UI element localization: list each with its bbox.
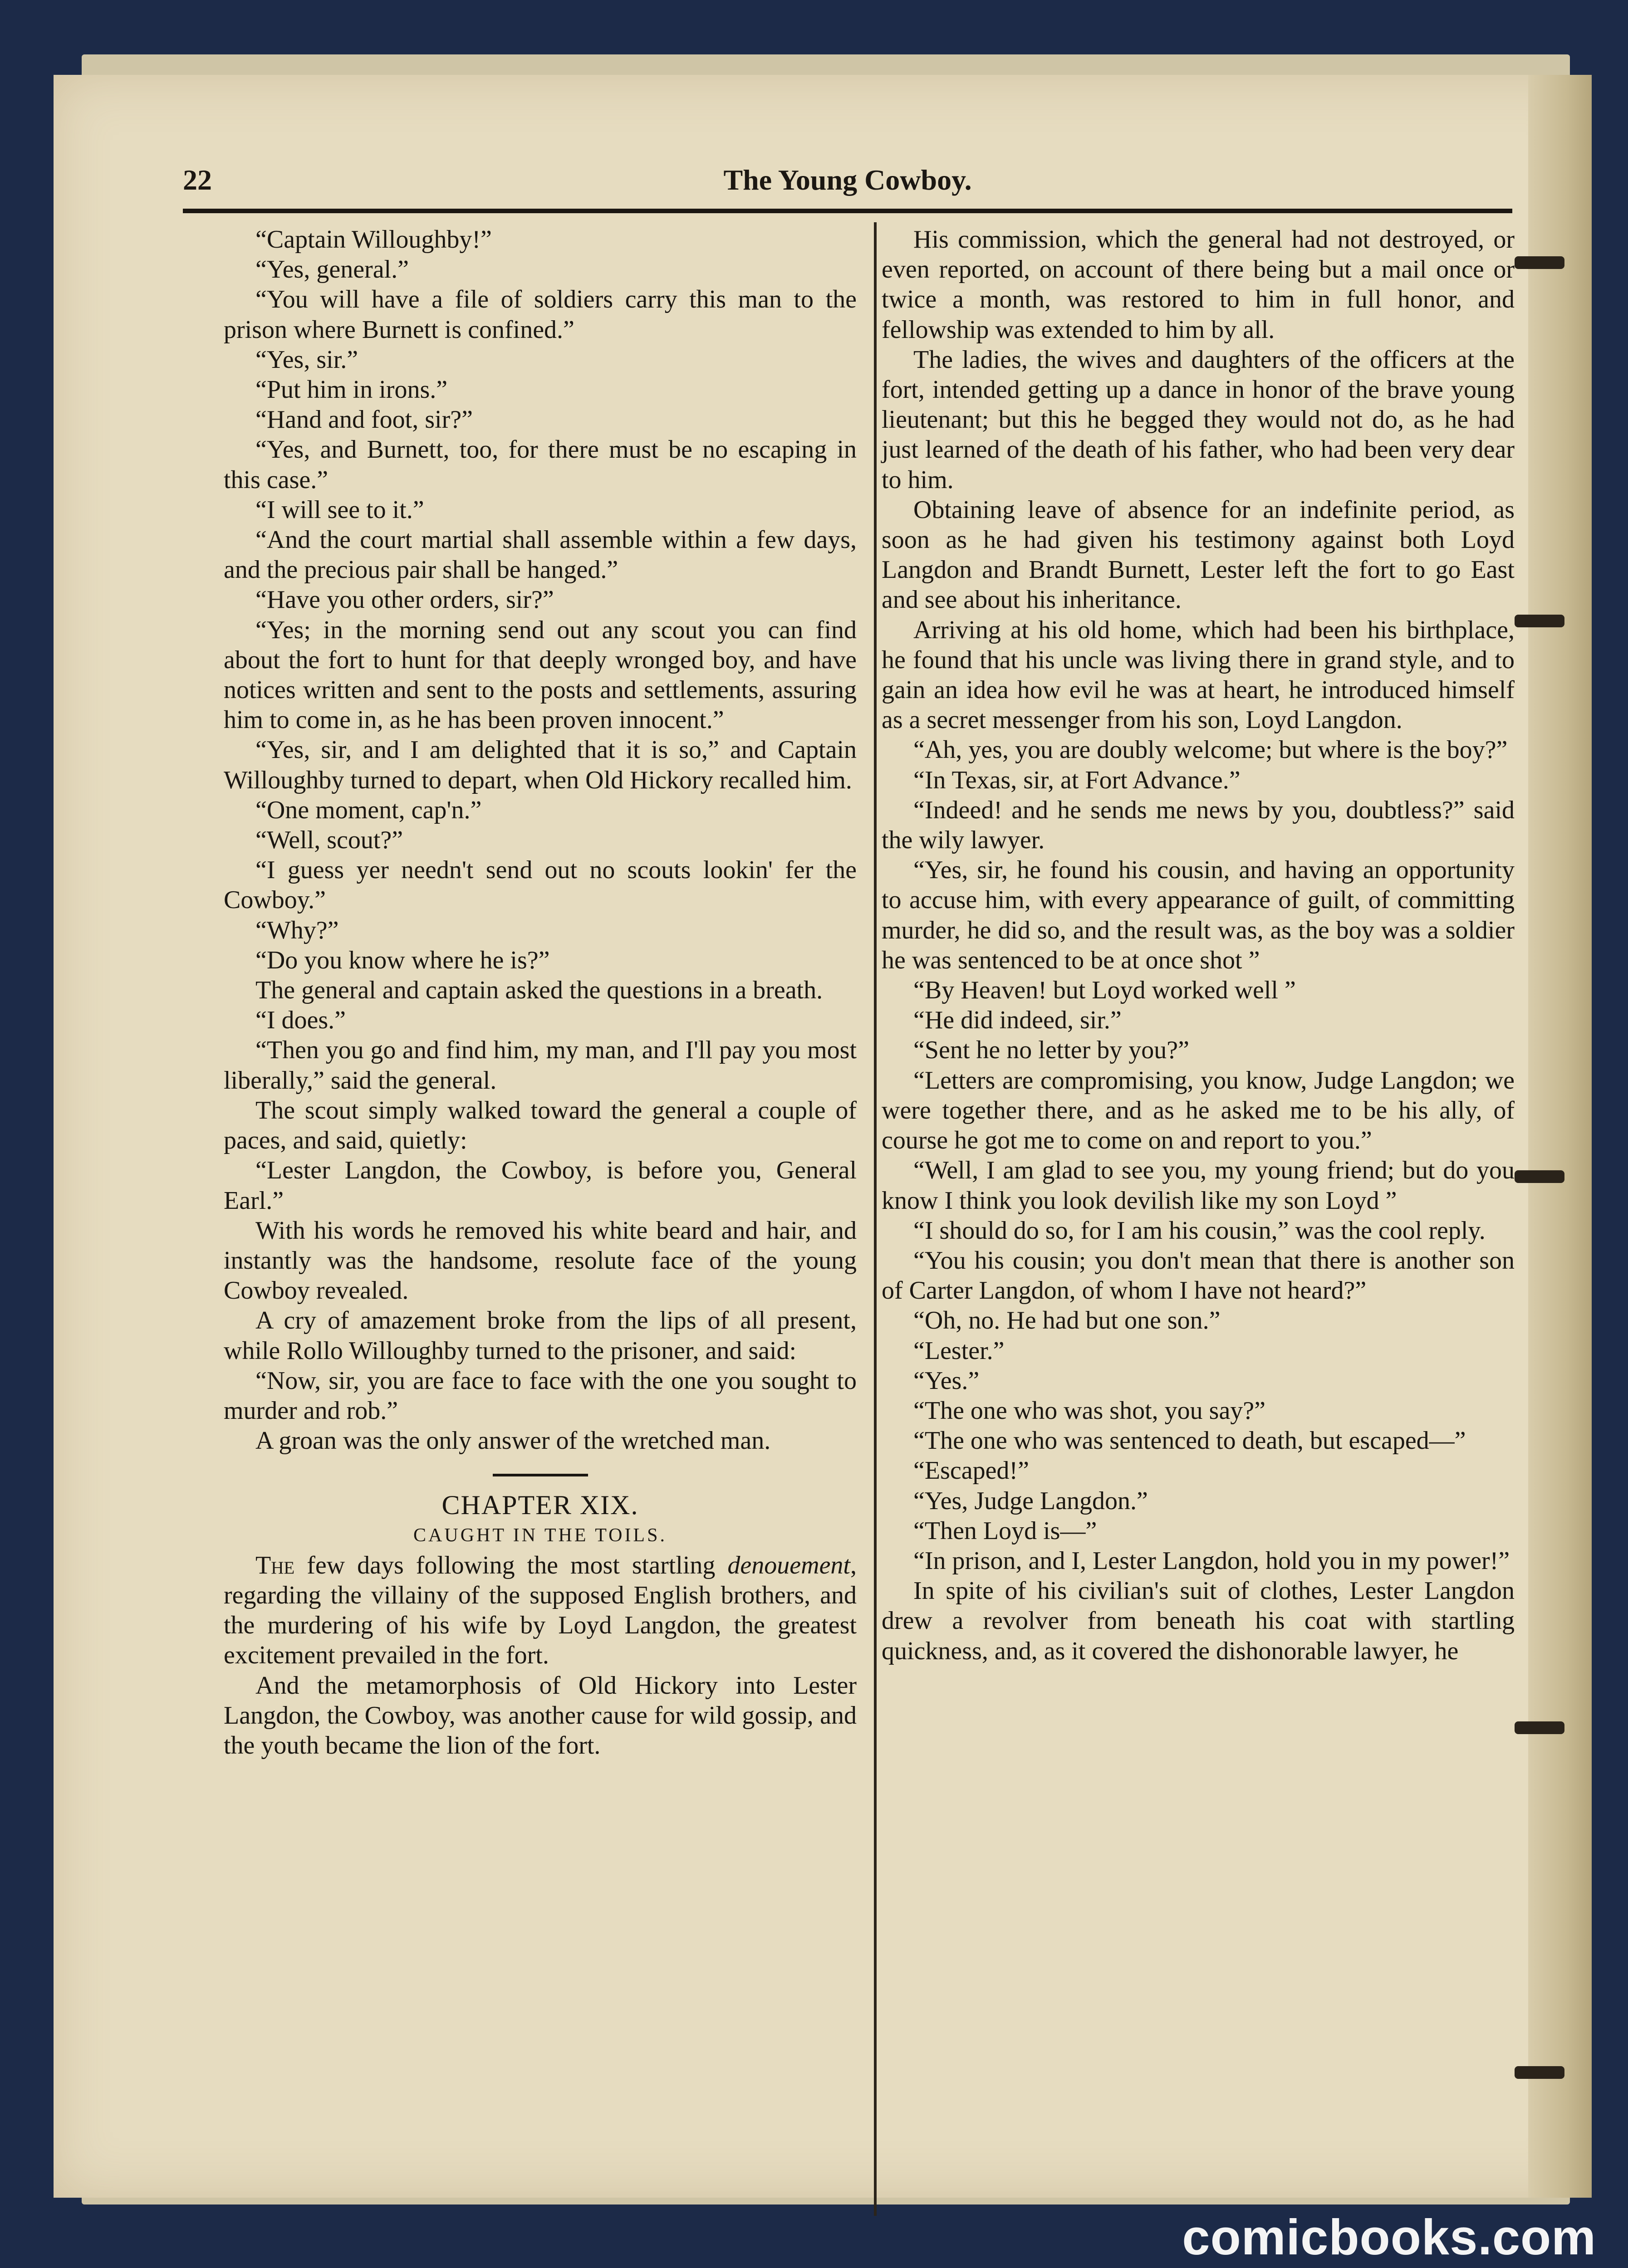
chapter-opening-tail: , regarding the villainy of the supposed English brothers, and the murdering of his wife by Loyd Langdon, the greatest excitement prevailed in the fort. xyxy=(224,1551,857,1670)
binding-stitch xyxy=(1515,1170,1564,1183)
paragraph: “I should do so, for I am his cousin,” was the cool reply. xyxy=(913,1216,1486,1245)
page-number: 22 xyxy=(183,164,212,196)
paragraph: “The one who was shot, you say?” xyxy=(913,1396,1266,1425)
paragraph: “Yes.” xyxy=(913,1366,980,1395)
book-page xyxy=(54,75,1592,2198)
paragraph: Obtaining leave of absence for an indefinite period, as soon as he had given his testimony against both Loyd Langdon and Brandt Burnett, Lester left the fort to go East and see about his inheritance. xyxy=(882,495,1515,614)
paragraph: A groan was the only answer of the wretched man. xyxy=(255,1427,771,1455)
watermark: comicbooks.com xyxy=(1182,2209,1596,2265)
paragraph: “Put him in irons.” xyxy=(255,376,448,404)
paragraph: A cry of amazement broke from the lips of all present, while Rollo Willoughby turned to the prisoner, and said: xyxy=(224,1306,857,1365)
binding-stitch xyxy=(1515,615,1564,627)
paragraph: “Lester.” xyxy=(913,1336,1005,1365)
paragraph: “Captain Willoughby!” xyxy=(255,225,492,254)
paragraph: “Well, scout?” xyxy=(255,826,403,855)
chapter-title: CHAPTER XIX. xyxy=(441,1490,639,1520)
paragraph: And the metamorphosis of Old Hickory into Lester Langdon, the Cowboy, was another cause for wild gossip, and the youth became the lion of the fort. xyxy=(224,1671,857,1760)
paragraph: “In Texas, sir, at Fort Advance.” xyxy=(913,766,1241,794)
paragraph: “Yes, Judge Langdon.” xyxy=(913,1486,1148,1515)
paragraph: “Hand and foot, sir?” xyxy=(255,406,473,434)
paragraph: “Ah, yes, you are doubly welcome; but where is the boy?” xyxy=(913,736,1508,764)
paragraph: “Indeed! and he sends me news by you, doubtless?” said the wily lawyer. xyxy=(882,796,1515,855)
header-rule xyxy=(183,209,1512,213)
chapter-opening-text: few days following the most startling xyxy=(294,1551,728,1579)
binding-stitch xyxy=(1515,2066,1564,2079)
paragraph: “Do you know where he is?” xyxy=(255,946,550,974)
paragraph: “One moment, cap'n.” xyxy=(255,796,482,824)
page-header xyxy=(183,163,1512,200)
paragraph: “Then Loyd is—” xyxy=(913,1516,1097,1545)
paragraph: “And the court martial shall assemble within a few days, and the precious pair shall be hanged.” xyxy=(224,526,857,584)
right-column xyxy=(882,225,1515,1666)
binding-stitch xyxy=(1515,1721,1564,1734)
paragraph: “Lester Langdon, the Cowboy, is before you, General Earl.” xyxy=(224,1156,857,1215)
paragraph: “Yes; in the morning send out any scout you can find about the fort to hunt for that deeply wronged boy, and have notices written and sent to the posts and settlements, assuring him to come in, as he has been proven innocent.” xyxy=(224,616,857,734)
paragraph: “He did indeed, sir.” xyxy=(913,1006,1122,1035)
paragraph: “Well, I am glad to see you, my young friend; but do you know I think you look devilish like my son Loyd ” xyxy=(882,1156,1515,1215)
paragraph: His commission, which the general had not destroyed, or even reported, on account of there being but a mail once or twice a month, was restored to him in full honor, and fellowship was extended to him by all. xyxy=(882,225,1515,344)
chapter-opening-word: The xyxy=(255,1551,295,1579)
paragraph: “Yes, sir, and I am delighted that it is so,” and Captain Willoughby turned to depart, when Old Hickory recalled him. xyxy=(224,736,857,794)
paragraph: “Letters are compromising, you know, Judge Langdon; we were together there, and as he asked me to be his ally, of course he got me to come on and report to you.” xyxy=(882,1066,1515,1155)
paragraph: “I does.” xyxy=(255,1006,346,1035)
paragraph: The ladies, the wives and daughters of the officers at the fort, intended getting up a dance in honor of the brave young lieutenant; but this he begged they would not do, as he had just learned of the death of his father, who had been very dear to him. xyxy=(882,345,1515,494)
paragraph: “Sent he no letter by you?” xyxy=(913,1036,1190,1065)
paragraph: “Yes, sir.” xyxy=(255,345,358,374)
paragraph: With his words he removed his white beard and hair, and instantly was the handsome, resolute face of the young Cowboy revealed. xyxy=(224,1216,857,1305)
paragraph: The scout simply walked toward the general a couple of paces, and said, quietly: xyxy=(224,1096,857,1155)
paragraph: “Have you other orders, sir?” xyxy=(255,586,554,614)
book-binding xyxy=(1528,75,1592,2198)
chapter-rule xyxy=(493,1474,588,1476)
paragraph: In spite of his civilian's suit of clothes, Lester Langdon drew a revolver from beneath his coat with startling quickness, and, as it covered the dishonorable lawyer, he xyxy=(882,1577,1515,1665)
running-title: The Young Cowboy. xyxy=(723,164,972,196)
paragraph: The general and captain asked the questions in a breath. xyxy=(255,976,823,1005)
chapter-opening-paragraph xyxy=(224,1550,857,1671)
paragraph: “Then you go and find him, my man, and I'll pay you most liberally,” said the general. xyxy=(224,1036,857,1095)
left-paragraphs-after xyxy=(224,1671,857,1761)
paragraph: “Escaped!” xyxy=(913,1457,1029,1485)
paragraph: “Now, sir, you are face to face with the one you sought to murder and rob.” xyxy=(224,1366,857,1425)
paragraph: “Yes, sir, he found his cousin, and having an opportunity to accuse him, with every appearance of guilt, of committing murder, he did so, and the result was, as the boy was a soldier he was sentenced to be at once shot ” xyxy=(882,856,1515,974)
left-paragraphs-before xyxy=(224,225,857,1456)
paragraph: “Yes, and Burnett, too, for there must be no escaping in this case.” xyxy=(224,435,857,494)
paragraph: “You will have a file of soldiers carry this man to the prison where Burnett is confined.” xyxy=(224,285,857,344)
paragraph: Arriving at his old home, which had been his birthplace, he found that his uncle was living there in grand style, and to gain an idea how evil he was at heart, he introduced himself as a secret messenger from his son, Loyd Langdon. xyxy=(882,616,1515,734)
paragraph: “I will see to it.” xyxy=(255,495,424,524)
paragraph: “I guess yer needn't send out no scouts lookin' fer the Cowboy.” xyxy=(224,856,857,914)
column-divider xyxy=(874,222,877,2216)
left-column xyxy=(224,225,857,1760)
paragraph: “You his cousin; you don't mean that there is another son of Carter Langdon, of whom I have not heard?” xyxy=(882,1246,1515,1305)
binding-stitch xyxy=(1515,256,1564,269)
chapter-opening-italic: denouement xyxy=(727,1551,850,1579)
paragraph: “The one who was sentenced to death, but escaped—” xyxy=(913,1427,1466,1455)
right-paragraphs xyxy=(882,225,1515,1666)
paragraph: “Oh, no. He had but one son.” xyxy=(913,1306,1221,1335)
paragraph: “By Heaven! but Loyd worked well ” xyxy=(913,976,1296,1005)
paragraph: “Yes, general.” xyxy=(255,255,409,284)
paragraph: “In prison, and I, Lester Langdon, hold you in my power!” xyxy=(913,1546,1510,1575)
chapter-subtitle: CAUGHT IN THE TOILS. xyxy=(413,1525,667,1546)
paragraph: “Why?” xyxy=(255,916,339,944)
